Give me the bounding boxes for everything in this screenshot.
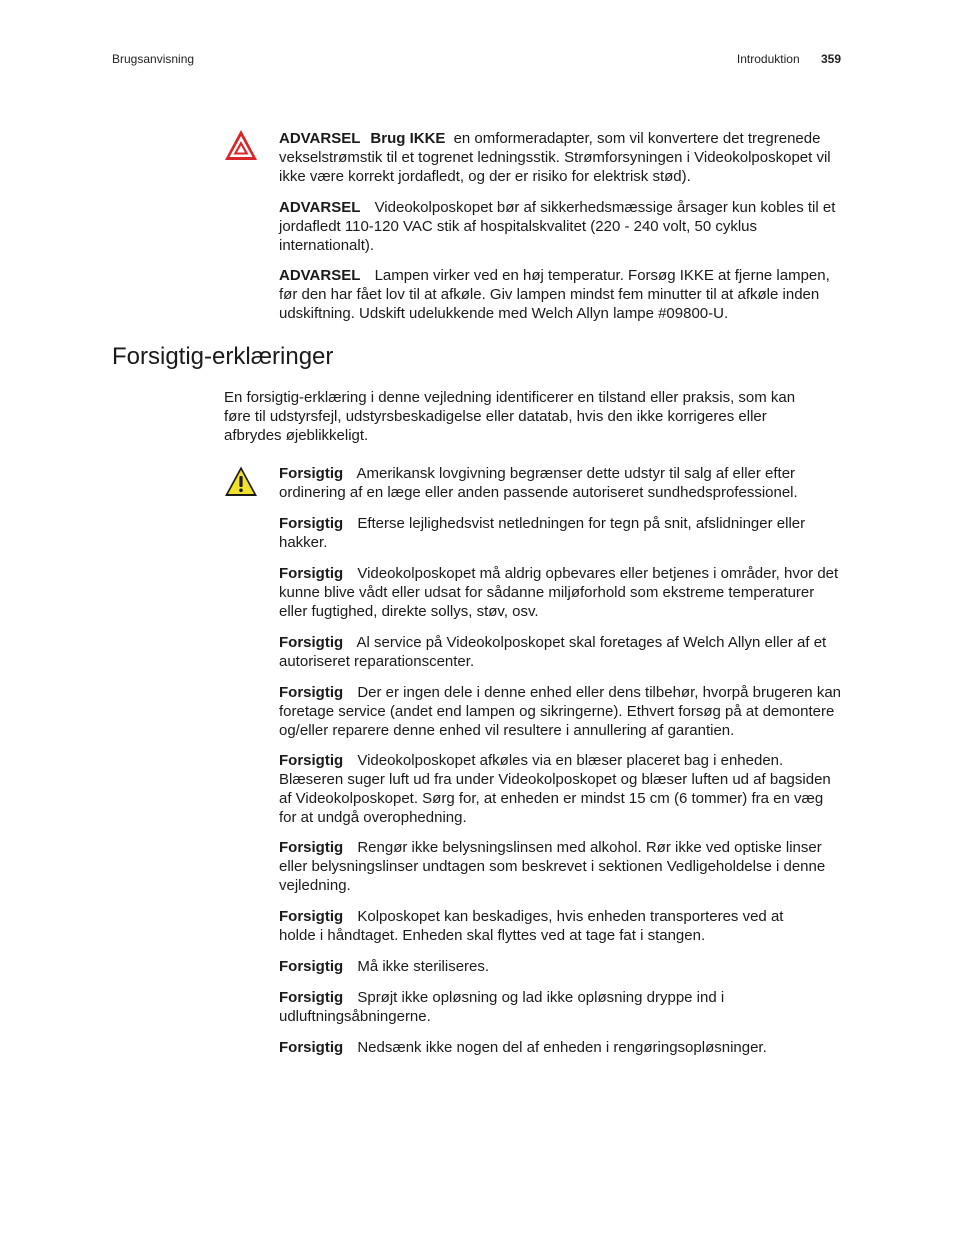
caution-text: Kolposkopet kan beskadiges, hvis enheden transporteres ved at holde i håndtaget. Enheden skal flyttes ved at tage fat i stangen. bbox=[279, 908, 784, 944]
caution-label: Forsigtig bbox=[279, 465, 344, 482]
caution-11 bbox=[279, 1038, 841, 1057]
caution-text: Rengør ikke belysningslinsen med alkohol. Rør ikke ved optiske linser eller belysningslinser undtagen som beskrevet i sektionen Vedligeholdelse i denne vejledning. bbox=[279, 839, 826, 894]
caution-9 bbox=[279, 957, 841, 976]
caution-text: Efterse lejlighedsvist netledningen for tegn på snit, afslidninger eller hakker. bbox=[279, 515, 806, 551]
caution-label: Forsigtig bbox=[279, 1039, 344, 1056]
caution-2 bbox=[279, 514, 809, 552]
caution-label: Forsigtig bbox=[279, 839, 344, 856]
caution-label: Forsigtig bbox=[279, 684, 344, 701]
section-intro: En forsigtig-erklæring i denne vejledning identificerer en tilstand eller praksis, som kan føre til udstyrsfejl, udstyrsbeskadigelse eller datatab, hvis den ikke korrigeres eller afbrydes øjeblikkeligt. bbox=[224, 389, 796, 444]
page-header bbox=[112, 52, 841, 70]
caution-label: Forsigtig bbox=[279, 989, 344, 1006]
caution-text: Nedsænk ikke nogen del af enheden i rengøringsopløsninger. bbox=[357, 1039, 767, 1056]
warning-label: ADVARSEL bbox=[279, 267, 361, 284]
warning-2 bbox=[279, 198, 841, 255]
caution-text: Al service på Videokolposkopet skal foretages af Welch Allyn eller af et autoriseret reparationscenter. bbox=[279, 634, 827, 670]
warning-3 bbox=[279, 266, 841, 323]
header-section: Introduktion bbox=[736, 52, 800, 66]
warning-triangle-icon bbox=[224, 129, 258, 161]
caution-text: Sprøjt ikke opløsning og lad ikke opløsning dryppe ind i udluftningsåbningerne. bbox=[279, 989, 725, 1025]
caution-text: Videokolposkopet afkøles via en blæser placeret bag i enheden. Blæseren suger luft ud fra under Videokolposkopet og blæser luften ud af bagsiden af Videokolposkopet. Sørg for, at enheden er mindst 15 cm (6 tommer) fra en væg for at undgå overophedning. bbox=[279, 752, 831, 826]
caution-text: Må ikke steriliseres. bbox=[357, 958, 490, 975]
caution-6 bbox=[279, 751, 841, 827]
warning-label: ADVARSEL bbox=[279, 130, 361, 147]
caution-1 bbox=[279, 464, 841, 502]
caution-triangle-icon bbox=[224, 465, 258, 497]
warning-text: Videokolposkopet bør af sikkerhedsmæssige årsager kun kobles til et jordafledt 110-120 VAC stik af hospitalskvalitet (220 - 240 volt, 50 cyklus internationalt). bbox=[279, 199, 836, 254]
caution-label: Forsigtig bbox=[279, 515, 344, 532]
caution-text: Amerikansk lovgivning begrænser dette udstyr til salg af eller efter ordinering af en læge eller anden passende autoriseret sundhedsprofessionel. bbox=[279, 465, 798, 501]
caution-label: Forsigtig bbox=[279, 634, 344, 651]
caution-label: Forsigtig bbox=[279, 752, 344, 769]
header-right bbox=[737, 52, 841, 66]
caution-label: Forsigtig bbox=[279, 908, 344, 925]
caution-5 bbox=[279, 683, 841, 740]
page-number: 359 bbox=[820, 52, 841, 66]
section-title: Forsigtig-erklæringer bbox=[112, 343, 334, 370]
warning-sublabel: Brug IKKE bbox=[370, 130, 446, 147]
caution-4 bbox=[279, 633, 827, 671]
caution-7 bbox=[279, 838, 841, 895]
caution-label: Forsigtig bbox=[279, 565, 344, 582]
caution-8 bbox=[279, 907, 809, 945]
warning-1 bbox=[279, 129, 841, 186]
caution-3 bbox=[279, 564, 841, 621]
header-doc-title: Brugsanvisning bbox=[112, 52, 195, 66]
caution-text: Der er ingen dele i denne enhed eller dens tilbehør, hvorpå brugeren kan foretage service (andet end lampen og sikringerne). Ethvert forsøg på at demontere og/eller reparere denne enhed vil resultere i annullering af garantien. bbox=[279, 684, 841, 739]
caution-text: Videokolposkopet må aldrig opbevares eller betjenes i områder, hvor det kunne blive vådt eller udsat for sådanne miljøforhold som ekstreme temperaturer eller fugtighed, direkte sollys, støv, osv. bbox=[279, 565, 839, 620]
warning-label: ADVARSEL bbox=[279, 199, 361, 216]
warning-text: Lampen virker ved en høj temperatur. Forsøg IKKE at fjerne lampen, før den har fået lov til at afkøle. Giv lampen mindst fem minutter til at afkøle inden udskiftning. Udskift udelukkende med Welch Allyn lampe #09800-U. bbox=[279, 267, 830, 322]
warning-text: en omformeradapter, som vil konvertere det tregrenede vekselstrømstik til et togrenet ledningsstik. Strømforsyningen i Videokolposkopet vil ikke være korrekt jordafledt, og der er risiko for elektrisk stød). bbox=[279, 130, 831, 185]
caution-label: Forsigtig bbox=[279, 958, 344, 975]
caution-10 bbox=[279, 988, 749, 1026]
